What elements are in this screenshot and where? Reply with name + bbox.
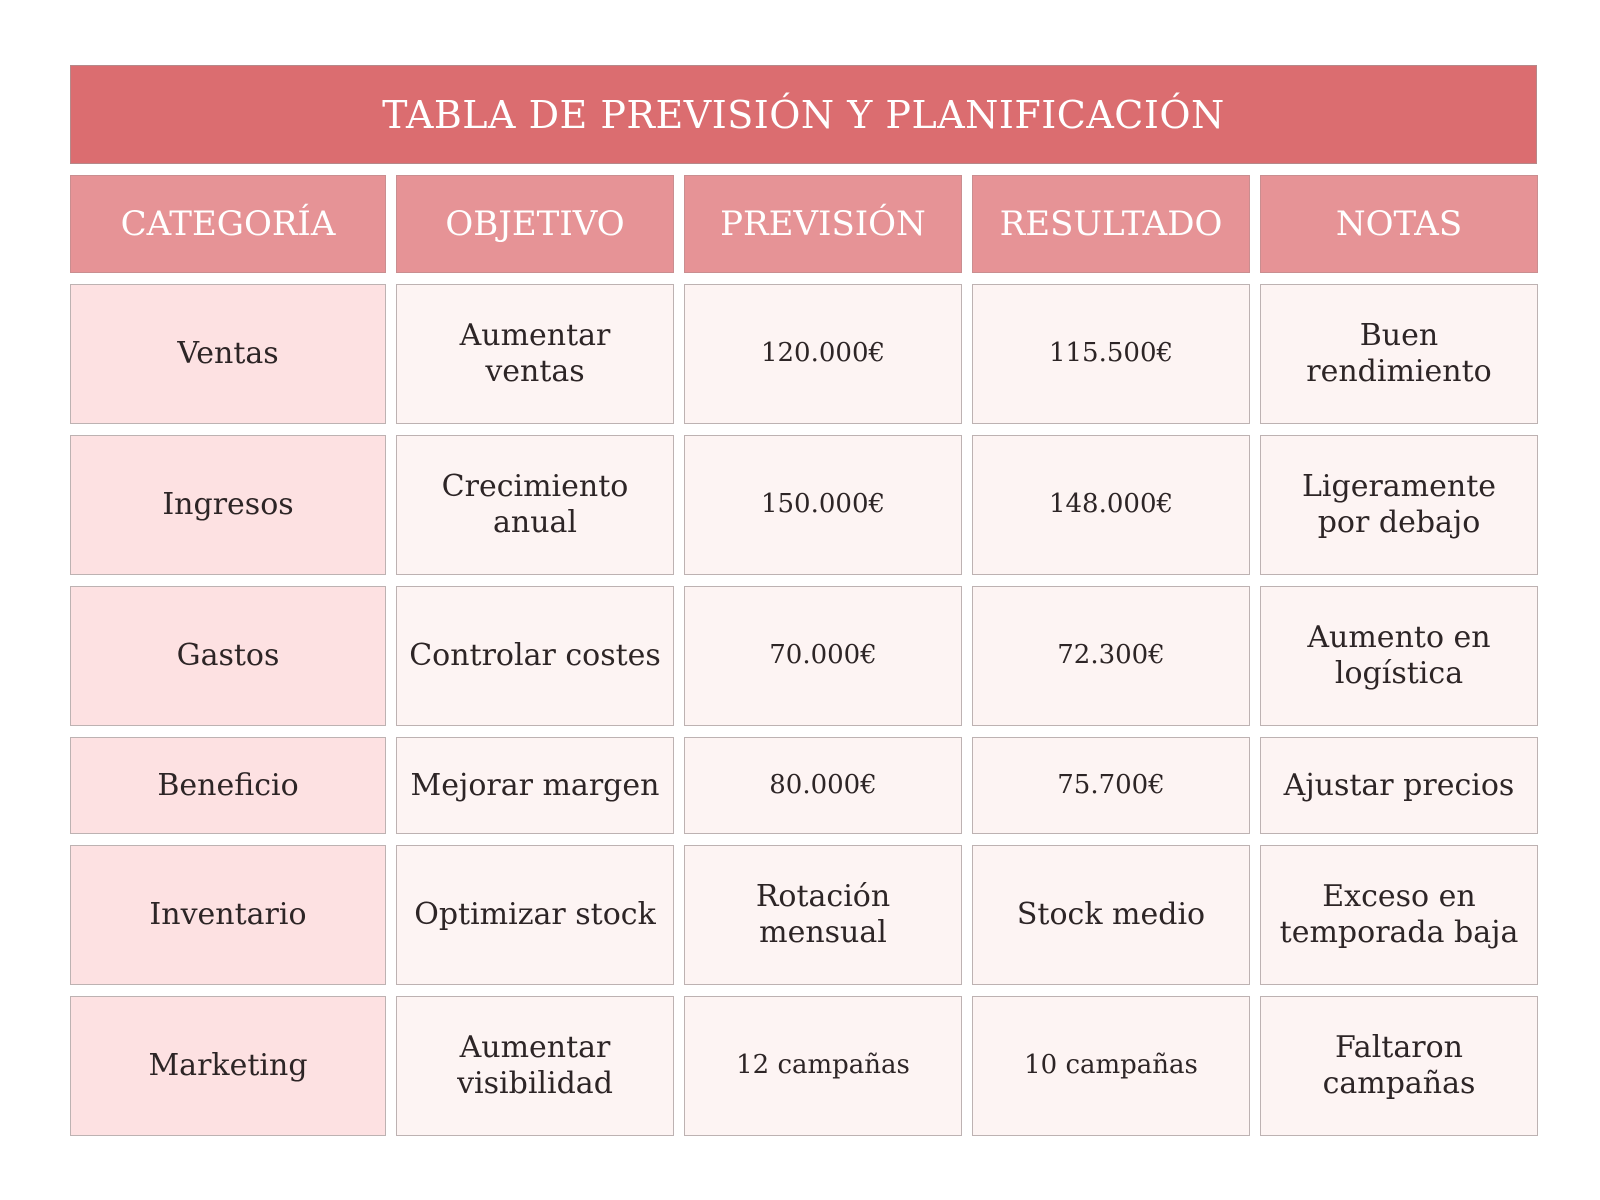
table-row-ingresos-objetivo: Crecimiento anual	[396, 435, 674, 575]
forecast-table	[70, 65, 1537, 1147]
table-row-beneficio-categoria: Beneficio	[70, 737, 386, 834]
header-categoria: CATEGORÍA	[70, 175, 386, 273]
table-row-ventas-notas: Buen rendimiento	[1260, 284, 1538, 424]
table-row-marketing-resultado: 10 campañas	[972, 996, 1250, 1136]
table-row-beneficio-objetivo: Mejorar margen	[396, 737, 674, 834]
table-row-ingresos-prevision: 150.000€	[684, 435, 962, 575]
table-row-inventario-objetivo: Optimizar stock	[396, 845, 674, 985]
table-row-marketing-categoria: Marketing	[70, 996, 386, 1136]
table-row-gastos-objetivo: Controlar costes	[396, 586, 674, 726]
table-row-ingresos-categoria: Ingresos	[70, 435, 386, 575]
table-title: TABLA DE PREVISIÓN Y PLANIFICACIÓN	[70, 65, 1537, 164]
table-row-gastos-notas: Aumento en logística	[1260, 586, 1538, 726]
table-row-inventario-categoria: Inventario	[70, 845, 386, 985]
table-row-marketing-notas: Faltaron campañas	[1260, 996, 1538, 1136]
header-notas: NOTAS	[1260, 175, 1538, 273]
table-row-marketing-objetivo: Aumentar visibilidad	[396, 996, 674, 1136]
header-objetivo: OBJETIVO	[396, 175, 674, 273]
table-row-inventario-prevision: Rotación mensual	[684, 845, 962, 985]
table-row-gastos-categoria: Gastos	[70, 586, 386, 726]
table-row-marketing-prevision: 12 campañas	[684, 996, 962, 1136]
header-resultado: RESULTADO	[972, 175, 1250, 273]
table-row-beneficio-resultado: 75.700€	[972, 737, 1250, 834]
table-row-inventario-resultado: Stock medio	[972, 845, 1250, 985]
table-row-gastos-prevision: 70.000€	[684, 586, 962, 726]
table-row-gastos-resultado: 72.300€	[972, 586, 1250, 726]
table-row-ventas-categoria: Ventas	[70, 284, 386, 424]
table-row-ventas-resultado: 115.500€	[972, 284, 1250, 424]
table-row-ventas-prevision: 120.000€	[684, 284, 962, 424]
table-row-beneficio-prevision: 80.000€	[684, 737, 962, 834]
table-grid	[70, 175, 1537, 1147]
table-row-ingresos-notas: Ligeramente por debajo	[1260, 435, 1538, 575]
table-row-beneficio-notas: Ajustar precios	[1260, 737, 1538, 834]
table-row-ingresos-resultado: 148.000€	[972, 435, 1250, 575]
header-prevision: PREVISIÓN	[684, 175, 962, 273]
table-row-ventas-objetivo: Aumentar ventas	[396, 284, 674, 424]
table-row-inventario-notas: Exceso en temporada baja	[1260, 845, 1538, 985]
